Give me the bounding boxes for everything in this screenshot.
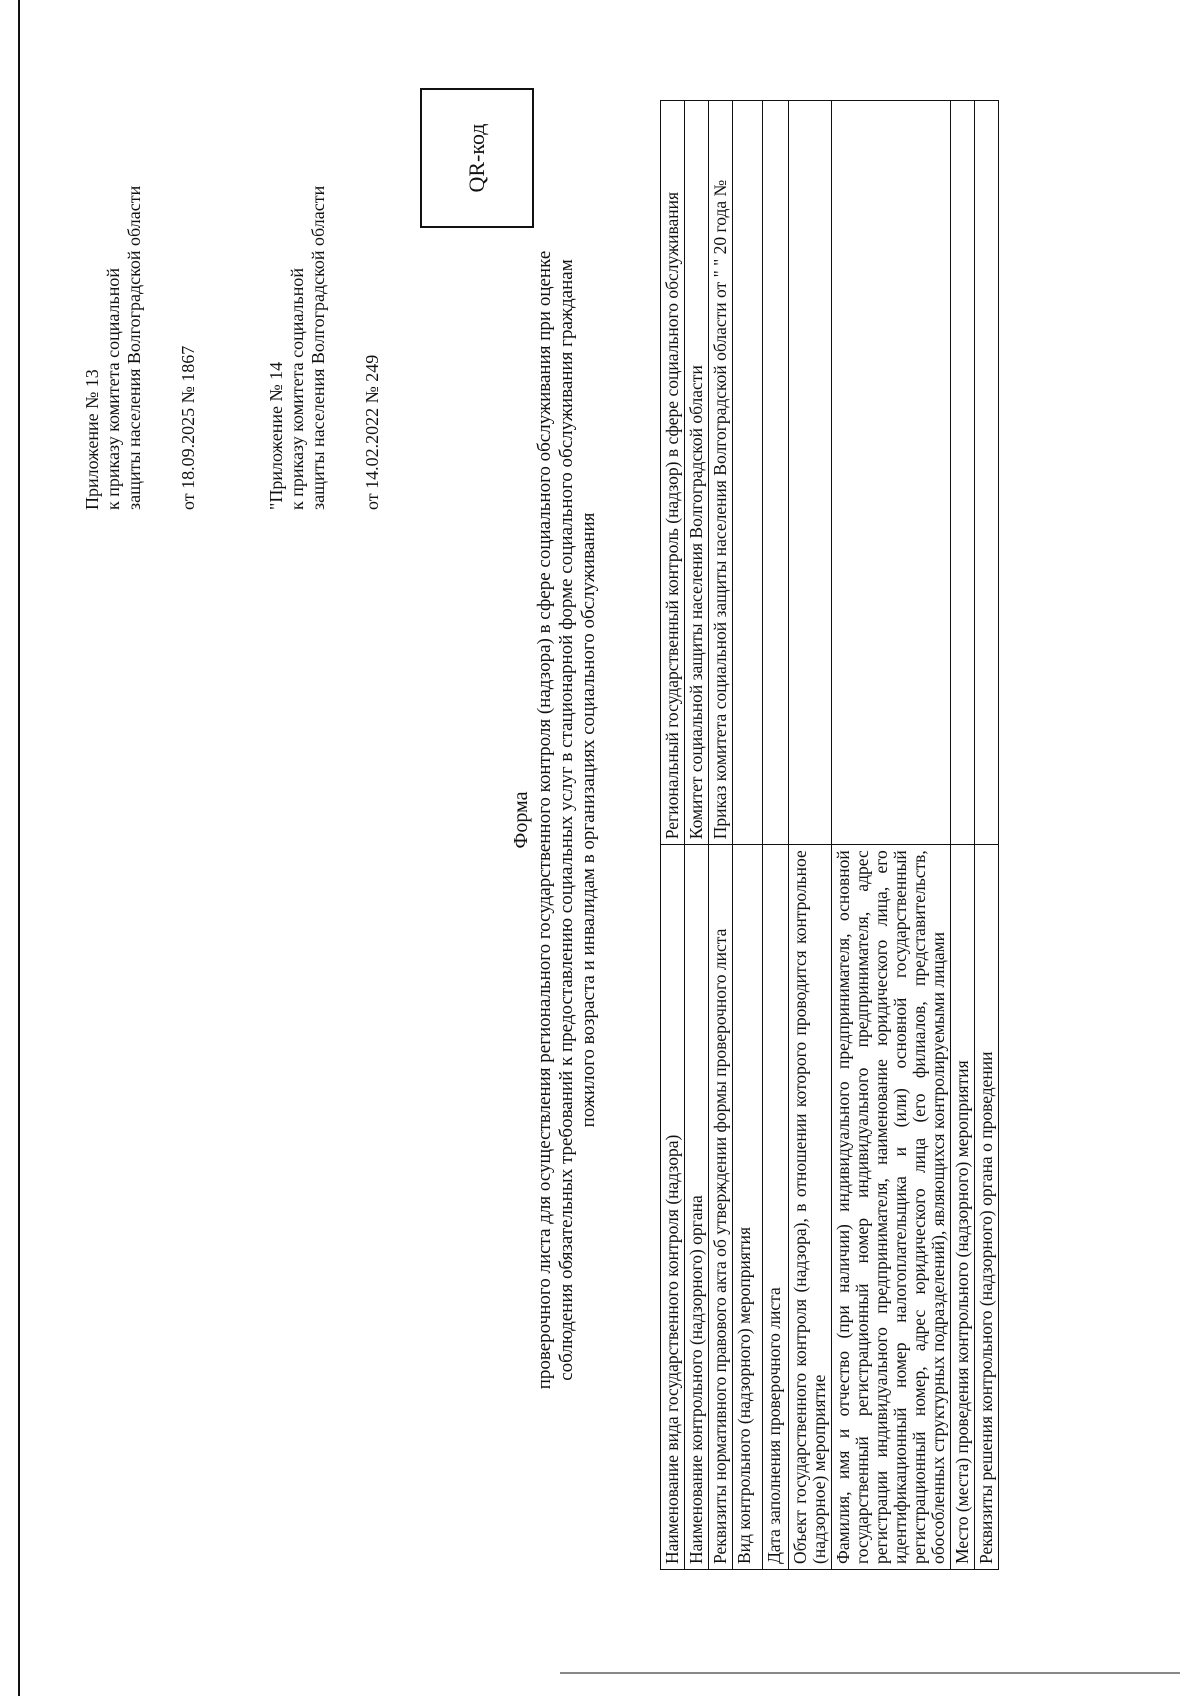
table-cell-value[interactable] [733,101,763,845]
scan-bottom-edge [560,1672,1180,1674]
appendix-14-block [266,70,329,510]
table-cell-value[interactable] [832,101,951,845]
form-title-line3: пожилого возраста и инвалидам в организациях социального обслуживания [578,512,599,1128]
appendix-13-block [82,70,145,510]
table-cell-label: Вид контрольного (надзорного) мероприятия [733,845,763,1570]
appendix-13-line2: к приказу комитета социальной [103,267,123,510]
table-row [733,101,763,1570]
table-cell-label: Наименование вида государственного контроля (надзора) [661,845,685,1570]
table-cell-label: Дата заполнения проверочного листа [763,845,789,1570]
form-title-line2: соблюдения обязательных требований к предоставлению социальных услуг в стационарной форме социального обслуживания гражданам [556,259,577,1381]
checklist-table [660,100,999,1570]
appendix-14-line2: к приказу комитета социальной [287,267,307,510]
table-cell-value[interactable] [789,101,832,845]
table-cell-label: Объект государственного контроля (надзора), в отношении которого проводится контрольное (надзорное) мероприятие [789,845,832,1570]
table-cell-value[interactable]: Региональный государственный контроль (надзор) в сфере социального обслуживания [661,101,685,845]
table-row [661,101,685,1570]
qr-code-label: QR-код [464,123,489,193]
appendix-14-line3: защиты населения Волгоградской области [308,185,328,510]
table-row [709,101,733,1570]
appendix-14-line1: "Приложение № 14 [266,361,286,510]
table-cell-value[interactable]: Приказ комитета социальной защиты населения Волгоградской области от " " 20 года № [709,101,733,845]
form-heading: Форма [510,791,532,849]
form-title [510,100,600,1540]
table-cell-value[interactable]: Комитет социальной защиты населения Волгоградской области [685,101,709,845]
table-row [789,101,832,1570]
appendix-14-date [362,70,383,510]
form-title-line1: проверочного листа для осуществления регионального государственного контроля (надзора) в сфере социального обслуживания при оценке [534,250,555,1390]
table-cell-value[interactable] [975,101,999,845]
table-row [685,101,709,1570]
table-row [951,101,975,1570]
appendix-13-date [178,70,199,510]
appendix-13-line3: защиты населения Волгоградской области [124,185,144,510]
rotated-page [50,50,1150,1610]
appendix-13-line1: Приложение № 13 [82,369,102,510]
table-row [975,101,999,1570]
appendix-13-date-text: от 18.09.2025 № 1867 [178,345,198,510]
table-cell-label: Наименование контрольного (надзорного) органа [685,845,709,1570]
appendix-14-date-text: от 14.02.2022 № 249 [362,354,382,510]
table-row [763,101,789,1570]
table-row [832,101,951,1570]
table-cell-label: Реквизиты нормативного правового акта об утверждении формы проверочного листа [709,845,733,1570]
table-cell-label: Фамилия, имя и отчество (при наличии) индивидуального предпринимателя, основной государственный регистрационный номер индивидуального предпринимателя, адрес регистрации индивидуального предпринимателя, наименование юридического лица, его идентификационный номер налогоплательщика и (или) основной государственный регистрационный номер, адрес юридического лица (его филиалов, представительств, обособленных структурных подразделений), являющихся контролируемыми лицами [832,845,951,1570]
table-cell-label: Место (места) проведения контрольного (надзорного) мероприятия [951,845,975,1570]
table-cell-value[interactable] [763,101,789,845]
table-cell-value[interactable] [951,101,975,845]
scan-left-edge [18,0,20,1696]
table-cell-label: Реквизиты решения контрольного (надзорного) органа о проведении [975,845,999,1570]
